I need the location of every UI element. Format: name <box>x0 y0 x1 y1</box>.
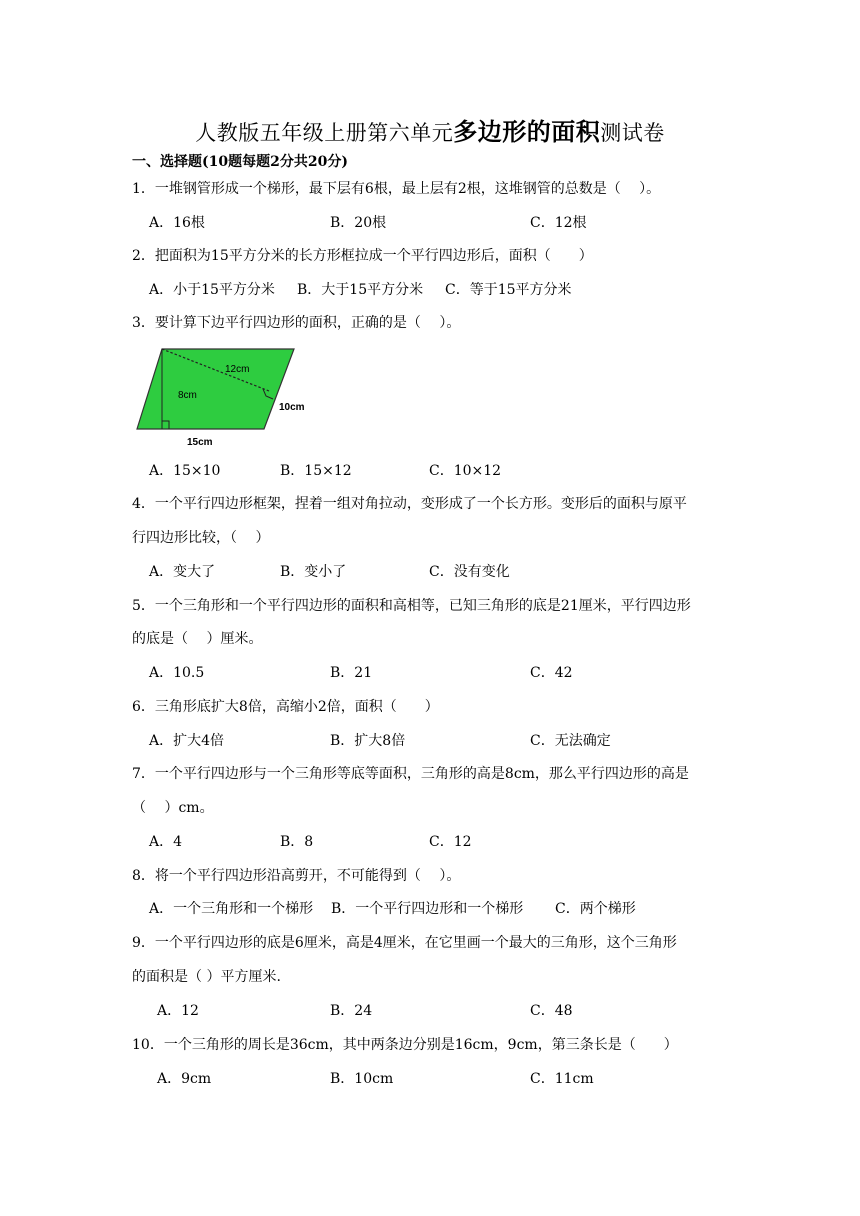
question-9-cont: 的面积是（ ）平方厘米. <box>132 969 281 985</box>
section-heading: 一、选择题(10题每题2分共20分) <box>132 154 348 170</box>
q3-option-c: C．10×12 <box>429 463 502 479</box>
title-prefix: 人教版五年级上册第六单元 <box>195 121 454 145</box>
q1-option-a: A．16根 <box>149 215 205 231</box>
question-7: 7．一个平行四边形与一个三角形等底等面积，三角形的高是8cm，那么平行四边形的高是 <box>132 766 689 782</box>
title-emphasis: 多边形的面积 <box>453 117 601 146</box>
question-10: 10．一个三角形的周长是36cm，其中两条边分别是16cm，9cm，第三条长是（ ） <box>132 1037 678 1053</box>
question-5-cont: 的底是（ ）厘米。 <box>132 631 263 647</box>
q2-option-b: B．大于15平方分米 <box>297 282 424 298</box>
q6-option-a: A．扩大4倍 <box>149 733 225 749</box>
q7-option-a: A．4 <box>149 834 183 850</box>
label-base: 15cm <box>187 437 213 448</box>
label-height: 8cm <box>178 390 197 401</box>
q3-option-a: A．15×10 <box>149 463 221 479</box>
q9-option-b: B．24 <box>330 1003 373 1019</box>
question-7-cont: （ ）cm。 <box>132 800 214 816</box>
q10-option-b: B．10cm <box>330 1071 394 1087</box>
title-suffix: 测试卷 <box>600 121 665 145</box>
q1-option-c: C．12根 <box>530 215 587 231</box>
q5-option-b: B．21 <box>330 665 373 681</box>
q2-option-a: A．小于15平方分米 <box>149 282 275 298</box>
q5-option-a: A．10.5 <box>149 665 205 681</box>
question-9: 9．一个平行四边形的底是6厘米，高是4厘米，在它里画一个最大的三角形，这个三角形 <box>132 935 677 951</box>
q7-option-c: C．12 <box>429 834 472 850</box>
q6-option-c: C．无法确定 <box>530 733 611 749</box>
q8-option-b: B．一个平行四边形和一个梯形 <box>331 901 524 917</box>
question-8: 8．将一个平行四边形沿高剪开，不可能得到（ ）。 <box>132 868 461 884</box>
q4-option-c: C．没有变化 <box>429 564 510 580</box>
q2-option-c: C．等于15平方分米 <box>445 282 572 298</box>
question-3: 3．要计算下边平行四边形的面积，正确的是（ ）。 <box>132 315 461 331</box>
q4-option-a: A．变大了 <box>149 564 216 580</box>
q5-option-c: C．42 <box>530 665 573 681</box>
question-4-cont: 行四边形比较，（ ） <box>132 530 270 546</box>
question-5: 5．一个三角形和一个平行四边形的面积和高相等，已知三角形的底是21厘米，平行四边形 <box>132 598 691 614</box>
parallelogram-shape <box>137 349 294 429</box>
q9-option-c: C．48 <box>530 1003 573 1019</box>
document-title <box>0 112 860 147</box>
q6-option-b: B．扩大8倍 <box>330 733 406 749</box>
label-side: 10cm <box>279 402 305 413</box>
q7-option-b: B．8 <box>280 834 314 850</box>
q9-option-a: A．12 <box>157 1003 199 1019</box>
q3-option-b: B．15×12 <box>280 463 352 479</box>
parallelogram-figure <box>132 340 312 452</box>
question-4: 4．一个平行四边形框架，捏着一组对角拉动，变形成了一个长方形。变形后的面积与原平 <box>132 496 687 512</box>
label-diagonal: 12cm <box>225 364 250 375</box>
q8-option-a: A．一个三角形和一个梯形 <box>149 901 314 917</box>
question-1: 1．一堆钢管形成一个梯形，最下层有6根，最上层有2根，这堆钢管的总数是（ ）。 <box>132 181 661 197</box>
q10-option-c: C．11cm <box>530 1071 594 1087</box>
q8-option-c: C．两个梯形 <box>555 901 636 917</box>
q10-option-a: A．9cm <box>157 1071 212 1087</box>
q4-option-b: B．变小了 <box>280 564 347 580</box>
question-6: 6．三角形底扩大8倍，高缩小2倍，面积（ ） <box>132 699 439 715</box>
question-2: 2．把面积为15平方分米的长方形框拉成一个平行四边形后，面积（ ） <box>132 248 593 264</box>
q1-option-b: B．20根 <box>330 215 387 231</box>
